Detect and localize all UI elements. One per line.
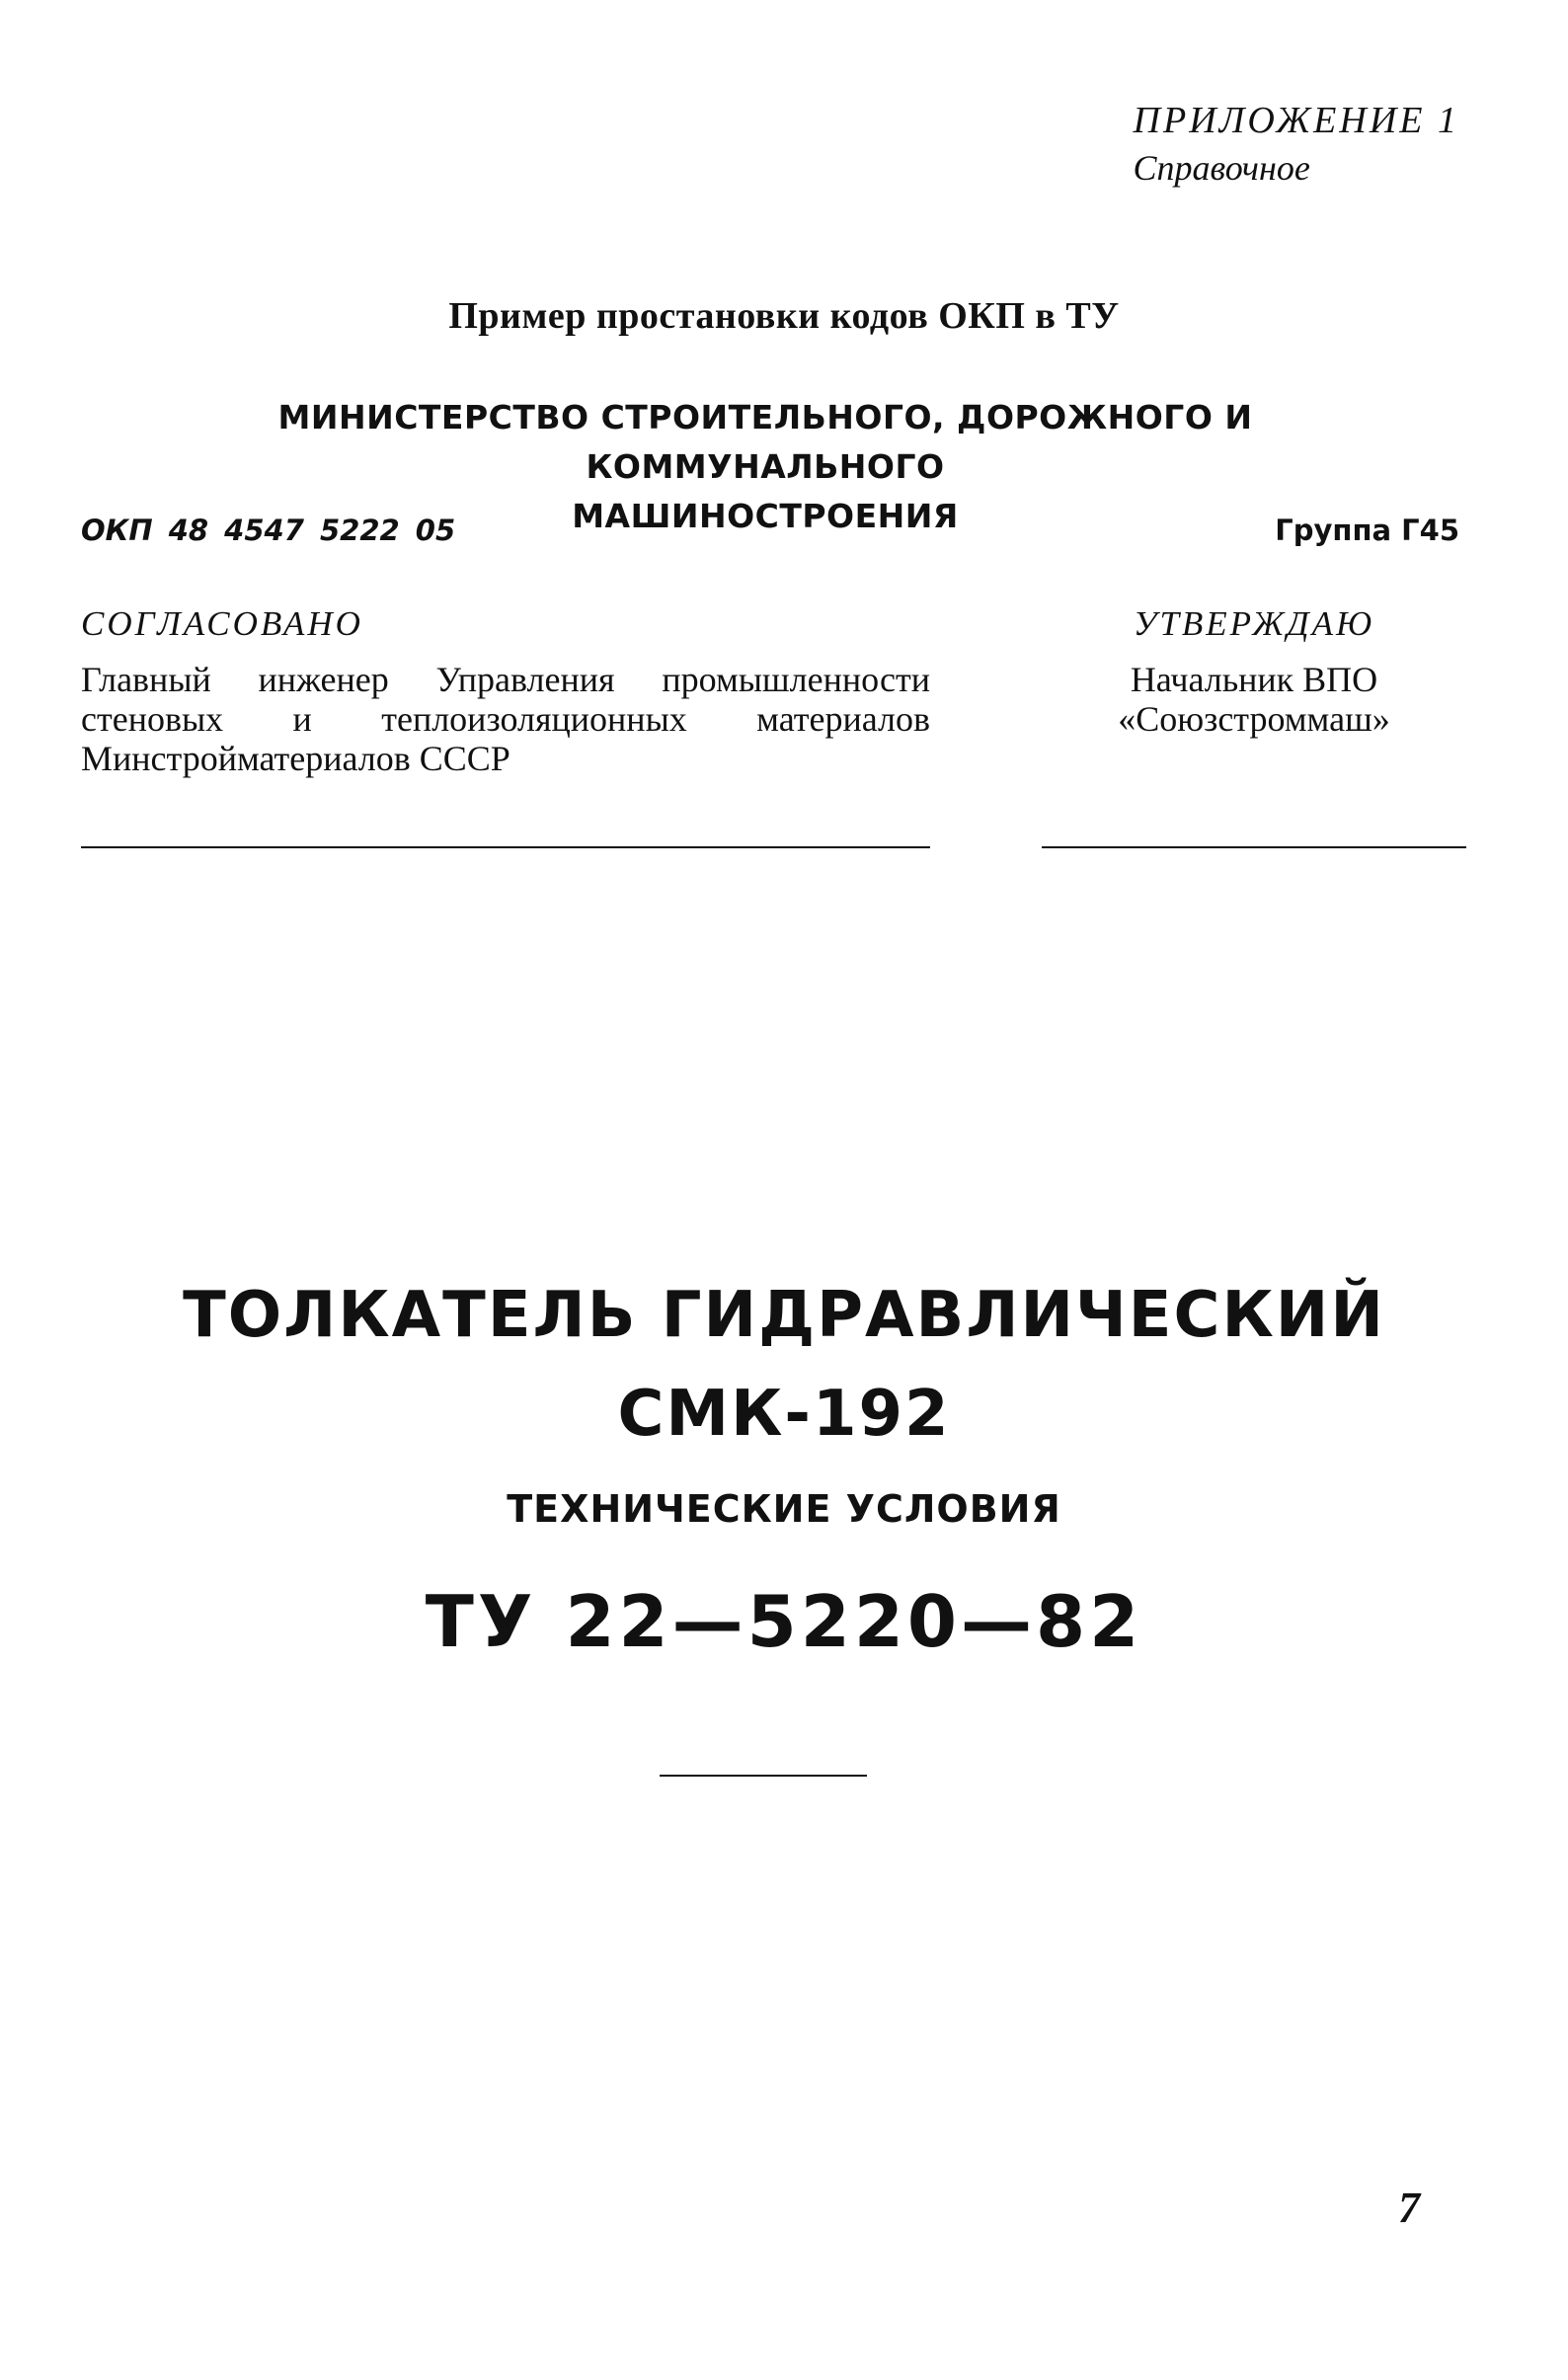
okp-code: ОКП 48 4547 5222 05 [81,514,456,547]
approved-heading: УТВЕРЖДАЮ [1133,604,1375,643]
agreed-body: Главный инженер Управления промышленности стеновых и теплоизоляционных материалов Минстройматериалов СССР [81,660,930,778]
divider-line [660,1775,867,1777]
tu-number: ТУ 22—5220—82 [425,1580,1143,1663]
group-code: Группа Г45 [1275,514,1459,547]
signature-line-right [1042,846,1466,848]
approved-line-2: «Союзстроммаш» [1118,699,1390,739]
ministry-line-2: МАШИНОСТРОЕНИЯ [572,497,959,535]
approved-line-1: Начальник ВПО [1130,660,1378,699]
spec-title: ТЕХНИЧЕСКИЕ УСЛОВИЯ [507,1487,1061,1531]
product-title-line-1: ТОЛКАТЕЛЬ ГИДРАВЛИЧЕСКИЙ [183,1279,1385,1352]
approved-body [1042,660,1466,739]
appendix-title: ПРИЛОЖЕНИЕ 1 [1133,100,1459,141]
page-number: 7 [1398,2183,1420,2232]
example-title: Пример простановки кодов ОКП в ТУ [448,295,1120,337]
signature-line-left [81,846,930,848]
product-title-line-2: СМК-192 [617,1378,951,1451]
product-title [0,1266,1568,1464]
appendix-label [1134,97,1459,192]
agreed-heading: СОГЛАСОВАНО [81,604,363,643]
appendix-subtitle: Справочное [1133,148,1310,188]
ministry-line-1: МИНИСТЕРСТВО СТРОИТЕЛЬНОГО, ДОРОЖНОГО И КОММУНАЛЬНОГО [277,398,1253,486]
